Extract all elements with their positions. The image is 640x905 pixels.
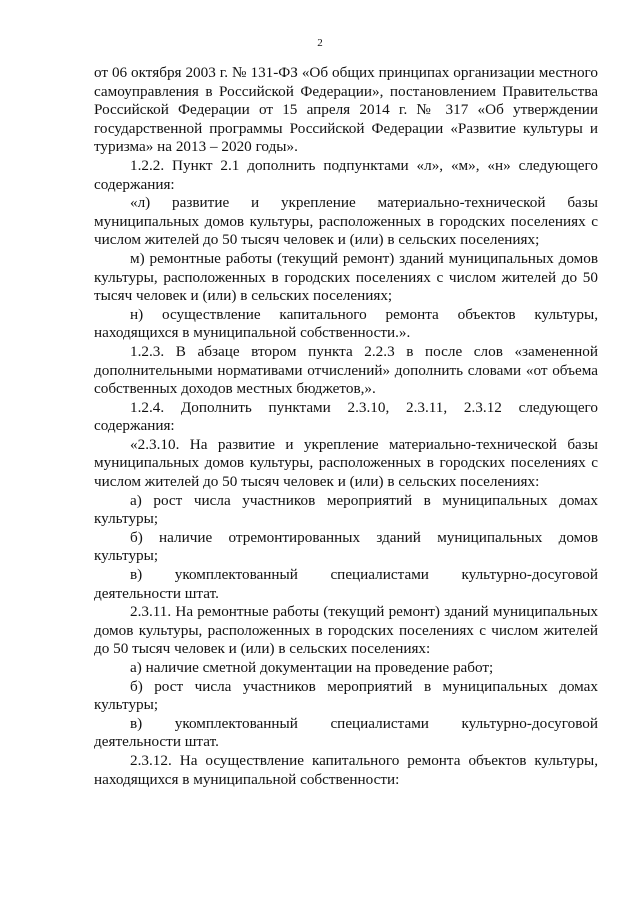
paragraph-1-2-3: 1.2.3. В абзаце втором пункта 2.2.3 в после слов «замененной дополнительными нормативами отчислений» дополнить словами «от объема собственных доходов местных бюджетов,». <box>94 342 598 398</box>
paragraph-2-3-11-a: а) наличие сметной документации на проведение работ; <box>130 659 494 676</box>
paragraph-subitem-l: «л) развитие и укрепление материально-технической базы муниципальных домов культуры, расположенных в городских поселениях с числом жителей до 50 тысяч человек и (или) в сельских поселениях; <box>94 194 598 249</box>
document-body <box>94 64 598 789</box>
paragraph-1-2-4: 1.2.4. Дополнить пунктами 2.3.10, 2.3.11, 2.3.12 следующего содержания: <box>94 398 598 435</box>
paragraph-2-3-10: «2.3.10. На развитие и укрепление материально-технической базы муниципальных домов культуры, расположенных в городских поселениях с числом жителей до 50 тысяч человек и (или) в сельских поселениях: <box>94 435 598 491</box>
paragraph-2-3-10-b: б) наличие отремонтированных зданий муниципальных домов культуры; <box>94 528 598 565</box>
paragraph-2-3-11: 2.3.11. На ремонтные работы (текущий ремонт) зданий муниципальных домов культуры, расположенных в городских поселениях с числом жителей до 50 тысяч человек и (или) в сельских поселениях: <box>94 603 598 658</box>
paragraph-subitem-n: н) осуществление капитального ремонта объектов культуры, находящихся в муниципальной собственности.». <box>94 305 598 342</box>
paragraph-subitem-m: м) ремонтные работы (текущий ремонт) зданий муниципальных домов культуры, расположенных в городских поселениях с числом жителей до 50 тысяч человек и (или) в сельских поселениях; <box>94 249 598 305</box>
paragraph-continuation: от 06 октября 2003 г. № 131-ФЗ «Об общих принципах организации местного самоуправления в Российской Федерации», постановлением Правительства Российской Федерации от 15 апреля 2014 г. № 317 «Об утверждении государственной программы Российской Федерации «Развитие культуры и туризма» на 2013 – 2020 годы». <box>94 64 598 156</box>
page-number: 2 <box>317 37 323 49</box>
paragraph-2-3-10-a: а) рост числа участников мероприятий в муниципальных домах культуры; <box>94 491 598 528</box>
paragraph-1-2-2: 1.2.2. Пункт 2.1 дополнить подпунктами «л», «м», «н» следующего содержания: <box>94 156 598 193</box>
paragraph-2-3-12: 2.3.12. На осуществление капитального ремонта объектов культуры, находящихся в муниципальной собственности: <box>94 751 598 788</box>
paragraph-2-3-10-v: в) укомплектованный специалистами культурно-досуговой деятельности штат. <box>94 566 598 602</box>
paragraph-2-3-11-b: б) рост числа участников мероприятий в муниципальных домах культуры; <box>94 677 598 714</box>
paragraph-2-3-11-v: в) укомплектованный специалистами культурно-досуговой деятельности штат. <box>94 714 598 751</box>
